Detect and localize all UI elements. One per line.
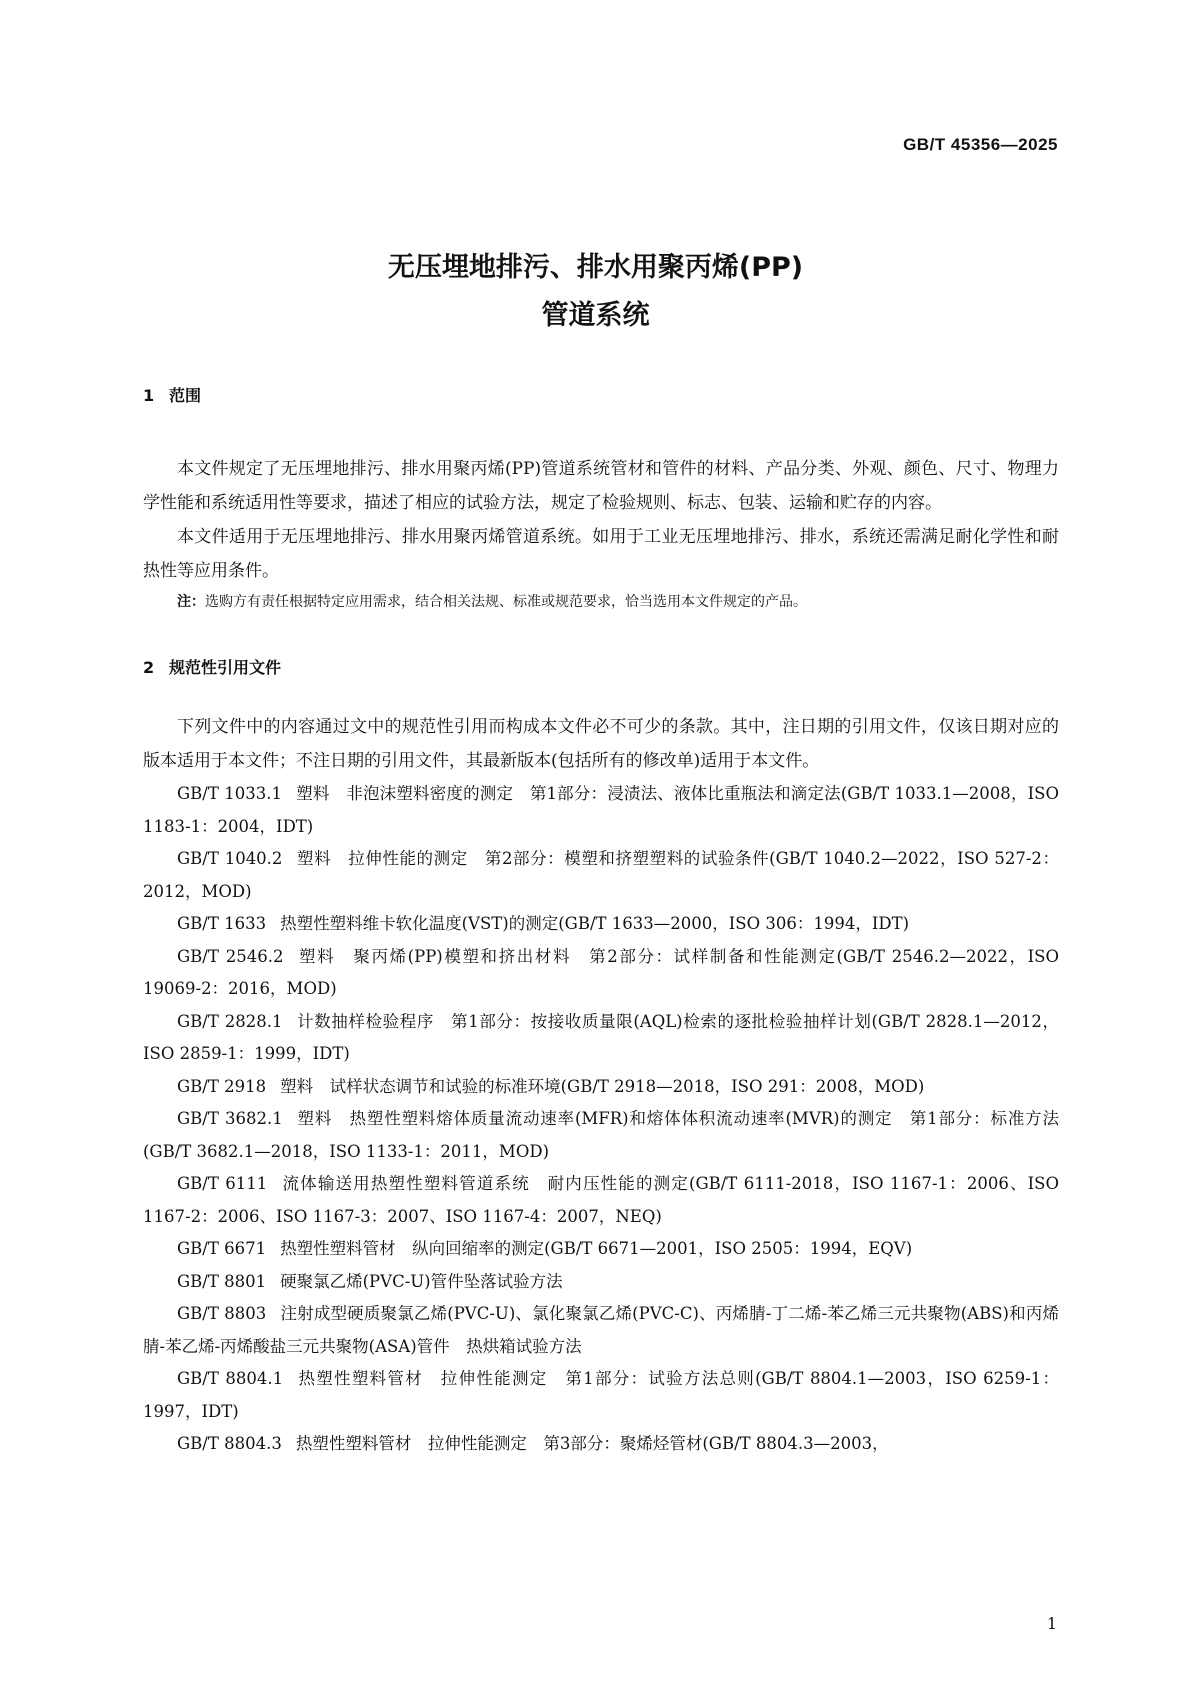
reference-text: 硬聚氯乙烯(PVC-U)管件坠落试验方法: [280, 1271, 563, 1291]
reference-code: GB/T 2546.2: [177, 946, 284, 966]
section-1-title: 范围: [169, 386, 202, 405]
reference-item: [143, 1071, 1059, 1104]
reference-code: GB/T 8804.3: [177, 1434, 282, 1453]
reference-text: 计数抽样检验程序 第1部分：按接收质量限(AQL)检索的逐批检验抽样计划(GB/T 2828.1—2012，ISO 2859-1：1999，IDT): [143, 1011, 1059, 1063]
section-2-number: 2: [143, 658, 155, 677]
main-content: [143, 384, 1059, 1461]
reference-text: 注射成型硬质聚氯乙烯(PVC-U)、氯化聚氯乙烯(PVC-C)、丙烯腈-丁二烯-苯乙烯三元共聚物(ABS)和丙烯腈-苯乙烯-丙烯酸盐三元共聚物(ASA)管件 热烘箱试验方法: [143, 1304, 1060, 1356]
page-number: 1: [1046, 1614, 1057, 1633]
reference-text: 流体输送用热塑性塑料管道系统 耐内压性能的测定(GB/T 6111-2018，ISO 1167-1：2006、ISO 1167-2：2006、ISO 1167-3：2007、ISO 1167-4：2007，NEQ): [143, 1174, 1060, 1226]
reference-code: GB/T 3682.1: [177, 1109, 283, 1128]
references-intro: 下列文件中的内容通过文中的规范性引用而构成本文件必不可少的条款。其中，注日期的引用文件，仅该日期对应的版本适用于本文件；不注日期的引用文件，其最新版本(包括所有的修改单)适用于本文件。: [143, 717, 1059, 771]
section-2-title: 规范性引用文件: [169, 658, 282, 677]
reference-item: [143, 1428, 1059, 1461]
reference-code: GB/T 1040.2: [177, 849, 283, 868]
reference-code: GB/T 2918: [177, 1076, 267, 1096]
title-line-2: 管道系统: [541, 300, 650, 331]
reference-text: 塑料 试样状态调节和试验的标准环境(GB/T 2918—2018，ISO 291：2008，MOD): [280, 1076, 925, 1096]
reference-code: GB/T 1633: [177, 914, 267, 933]
reference-text: 塑料 非泡沫塑料密度的测定 第1部分：浸渍法、液体比重瓶法和滴定法(GB/T 1033.1—2008，ISO 1183-1：2004，IDT): [143, 784, 1060, 836]
reference-item: [143, 843, 1059, 908]
reference-item: [143, 1266, 1059, 1299]
reference-text: 塑料 聚丙烯(PP)模塑和挤出材料 第2部分：试样制备和性能测定(GB/T 2546.2—2022，ISO 19069-2：2016，MOD): [143, 946, 1059, 998]
reference-item: [143, 908, 1059, 941]
note-label: 注：: [177, 594, 205, 610]
reference-item: [143, 1103, 1059, 1168]
note-text: 选购方有责任根据特定应用需求，结合相关法规、标准或规范要求，恰当选用本文件规定的产品。: [205, 594, 807, 610]
reference-text: 热塑性塑料管材 拉伸性能测定 第1部分：试验方法总则(GB/T 8804.1—2003，ISO 6259-1：1997，IDT): [143, 1369, 1059, 1421]
reference-item: [143, 1006, 1059, 1071]
reference-item: [143, 1233, 1059, 1266]
reference-code: GB/T 2828.1: [177, 1011, 283, 1031]
document-code: GB/T 45356—2025: [903, 135, 1058, 154]
reference-code: GB/T 8803: [177, 1304, 267, 1323]
reference-code: GB/T 8804.1: [177, 1369, 284, 1388]
section-1-number: 1: [143, 386, 155, 405]
reference-item: [143, 941, 1059, 1006]
scope-paragraph: 本文件规定了无压埋地排污、排水用聚丙烯(PP)管道系统管材和管件的材料、产品分类、外观、颜色、尺寸、物理力学性能和系统适用性等要求，描述了相应的试验方法，规定了检验规则、标志、包装、运输和贮存的内容。: [143, 459, 1059, 513]
reference-code: GB/T 1033.1: [177, 784, 283, 803]
title-line-1: 无压埋地排污、排水用聚丙烯(PP): [387, 252, 804, 283]
reference-text: 热塑性塑料管材 拉伸性能测定 第3部分：聚烯烃管材(GB/T 8804.3—2003，: [295, 1434, 889, 1453]
reference-text: 塑料 拉伸性能的测定 第2部分：模塑和挤塑塑料的试验条件(GB/T 1040.2—2022，ISO 527-2：2012，MOD): [143, 849, 1059, 901]
reference-list: [143, 778, 1059, 1461]
reference-item: [143, 1298, 1059, 1363]
reference-code: GB/T 6111: [177, 1174, 268, 1193]
reference-code: GB/T 8801: [177, 1271, 267, 1291]
reference-text: 热塑性塑料管材 纵向回缩率的测定(GB/T 6671—2001，ISO 2505：1994，EQV): [280, 1239, 913, 1258]
scope-paragraph: 本文件适用于无压埋地排污、排水用聚丙烯管道系统。如用于工业无压埋地排污、排水，系统还需满足耐化学性和耐热性等应用条件。: [143, 527, 1059, 581]
scope-note: [143, 590, 1059, 614]
reference-code: GB/T 6671: [177, 1239, 267, 1258]
section-1-heading: [143, 384, 1059, 408]
reference-item: [143, 1168, 1059, 1233]
document-title: [0, 244, 1191, 340]
reference-item: [143, 778, 1059, 843]
reference-text: 热塑性塑料维卡软化温度(VST)的测定(GB/T 1633—2000，ISO 306：1994，IDT): [280, 914, 910, 933]
reference-item: [143, 1363, 1059, 1428]
reference-text: 塑料 热塑性塑料熔体质量流动速率(MFR)和熔体体积流动速率(MVR)的测定 第1部分：标准方法(GB/T 3682.1—2018，ISO 1133-1：2011，MOD): [143, 1109, 1060, 1161]
section-2-heading: [143, 656, 1059, 680]
